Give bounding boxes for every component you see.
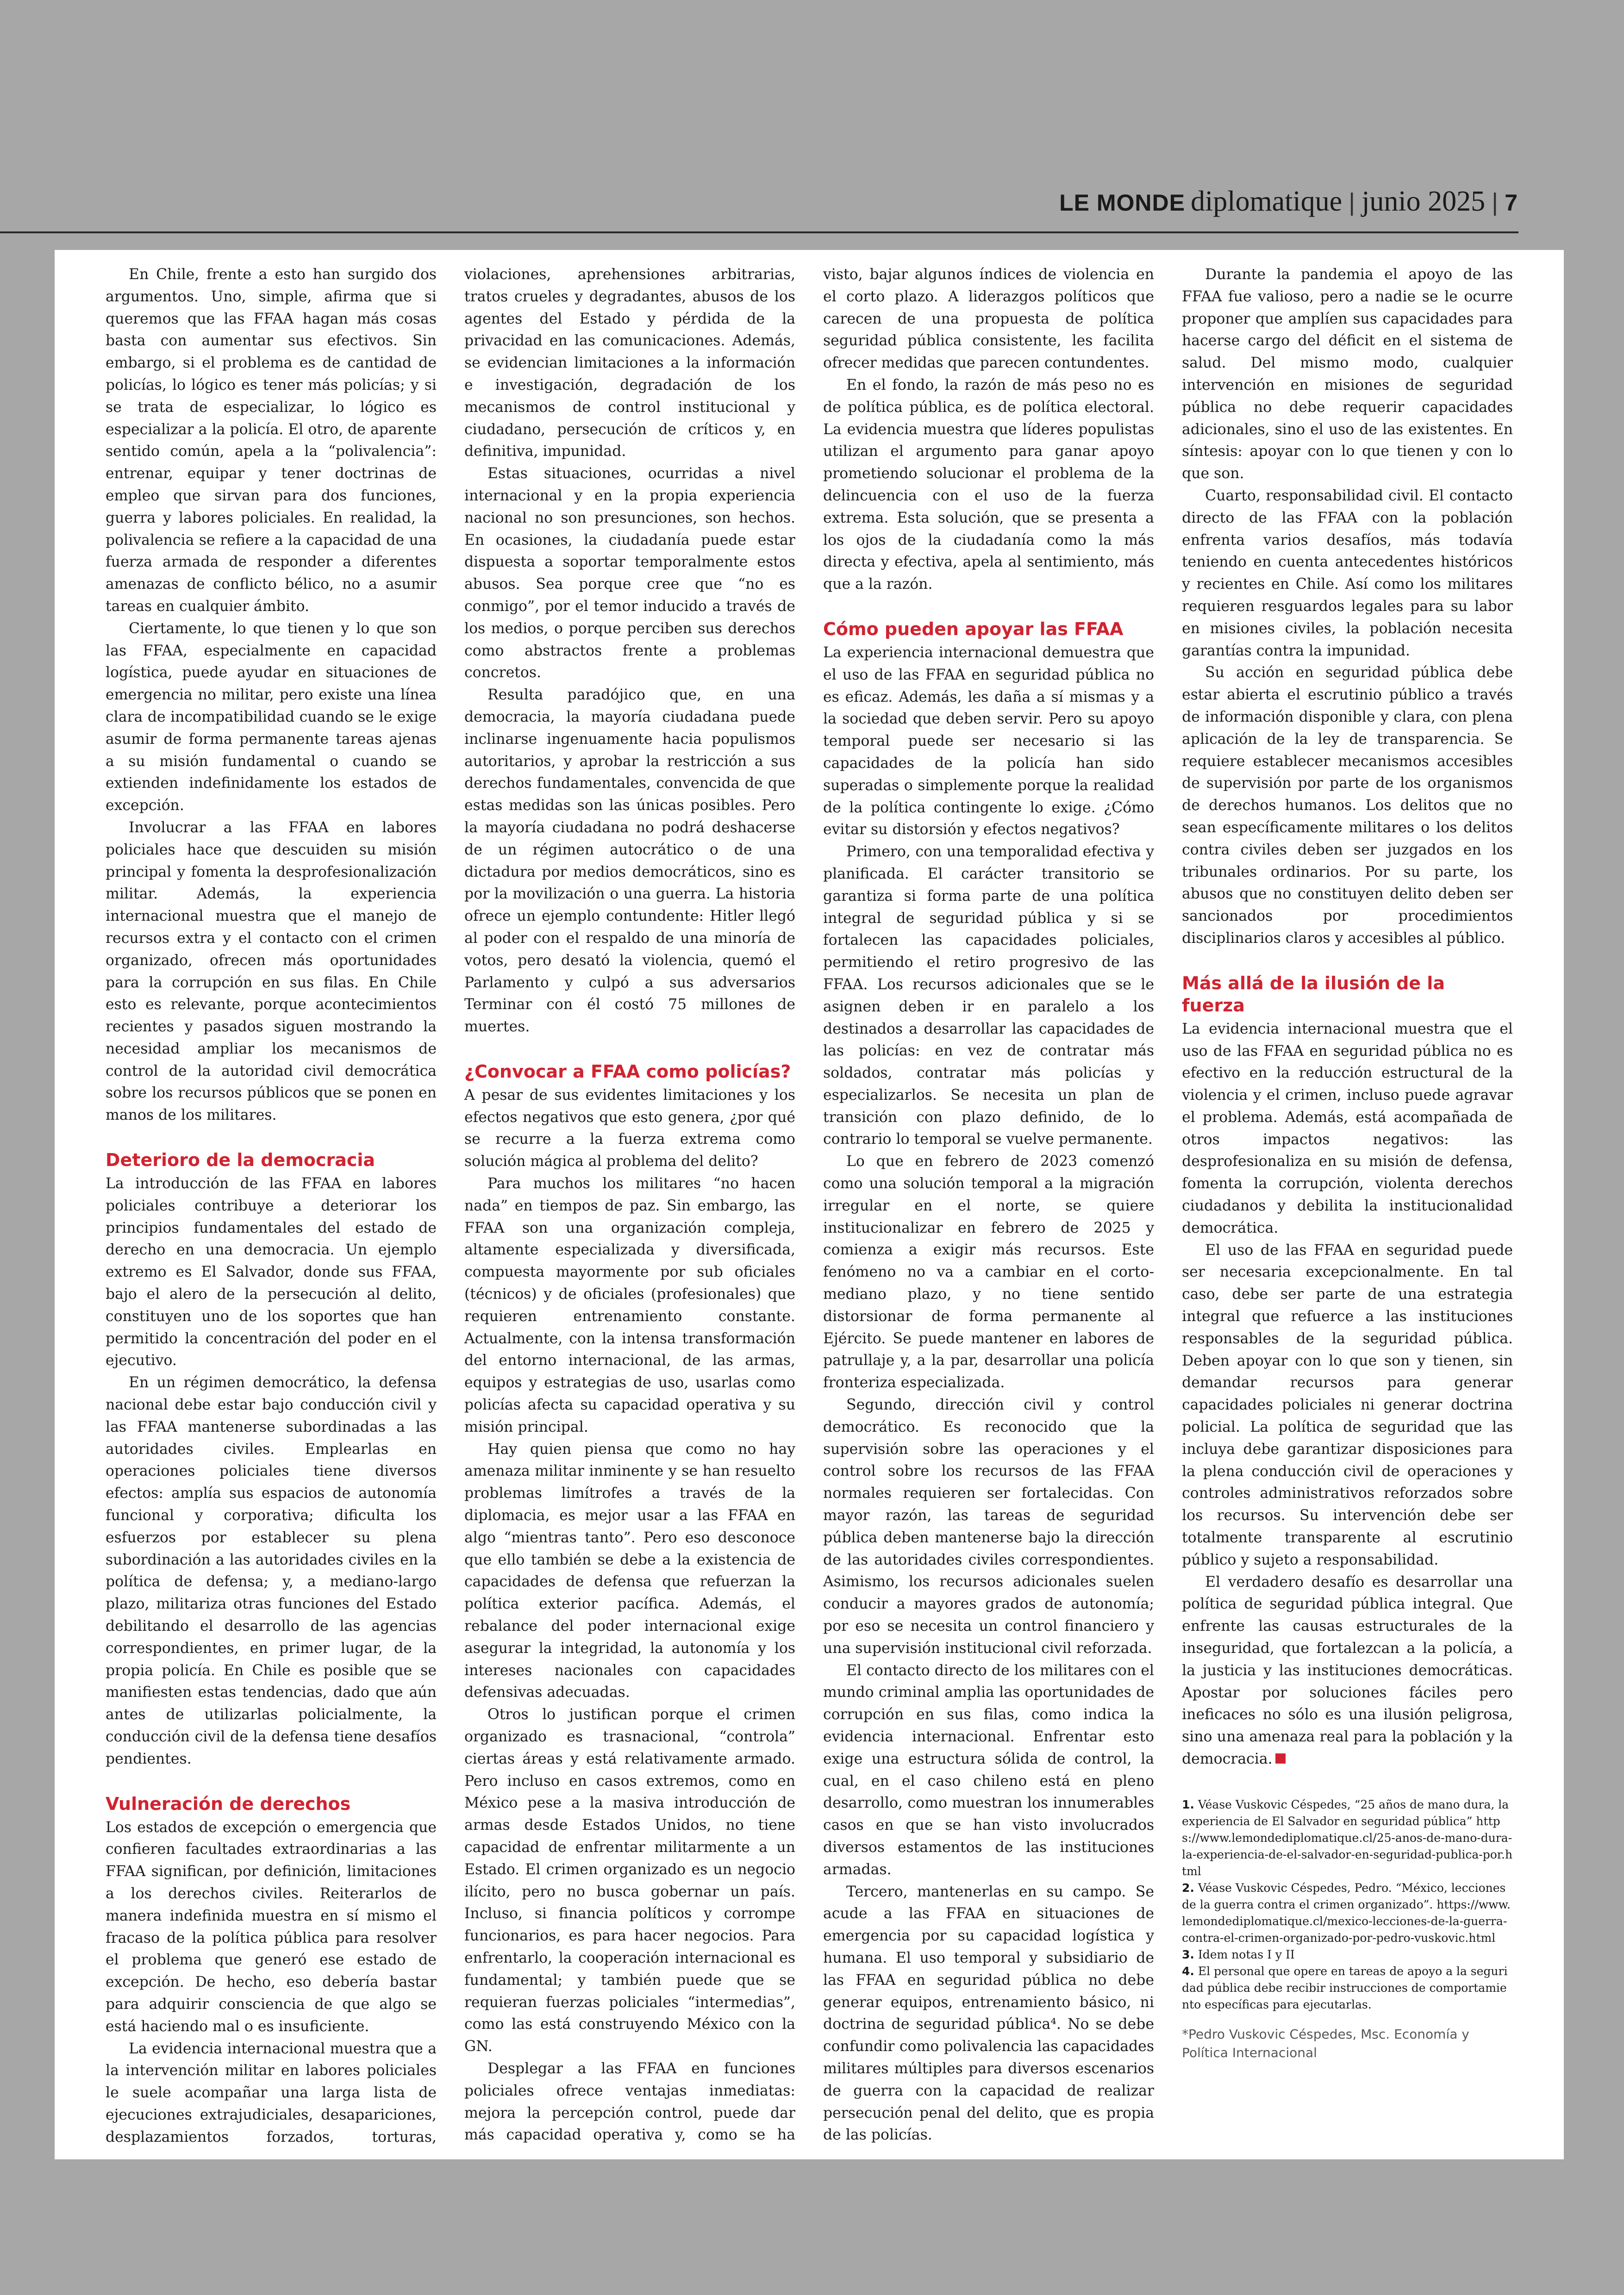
- masthead-brand: LE MONDE: [1059, 190, 1185, 216]
- section-heading: Más allá de la ilusión de la fuerza: [1182, 973, 1445, 1016]
- paragraph: La evidencia internacional muestra que a la intervención militar en labores policiales le suele acompañar una larga lista de ejecuciones extrajudiciales, desapariciones, desplazamientos forzados, torturas, violaciones, aprehensiones arbitrarias, tratos crueles y degradantes, abusos de los agentes del Estado y pérdida de la privacidad en las comunicaciones. Además, se evidencian limitaciones a la información e investigación, degradación de los mecanismos de control institucional y ciudadano, persecución de críticos y, en definitiva, impunidad.: [106, 266, 795, 2145]
- final-text: El verdadero desafío es desarrollar una política de seguridad pública integral. Que enfrente las causas estructurales de la inseguridad, que fortalezcan a la policía, a la justicia y las instituciones democráticas. Apostar por soluciones fáciles pero ineficaces no sólo es una ilusión peligrosa, sino una amenaza real para la población y la democracia.: [1182, 1573, 1513, 1767]
- footnotes: [1182, 1796, 1513, 2013]
- header-rule: [0, 231, 1518, 233]
- paragraph: Estas situaciones, ocurridas a nivel internacional y en la propia experiencia nacional no son presunciones, son hechos. En ocasiones, la ciudadanía puede estar dispuesta a soportar temporalmente estos abusos. Sea porque cree que “no es conmigo”, por el temor inducido a través de los medios, o porque perciben sus derechos como abstractos frente a problemas concretos.: [464, 465, 795, 681]
- section-heading: ¿Convocar a FFAA como policías?: [464, 1061, 791, 1082]
- footnote-text: El personal que opere en tareas de apoyo a la seguridad pública debe recibir instrucciones de comportamiento específicas para ejecutarlas.: [1182, 1964, 1508, 2011]
- paragraph: La experiencia internacional demuestra que el uso de las FFAA en seguridad pública no es eficaz. Además, les daña a sí mismas y a la sociedad que deben servir. Pero su apoyo temporal puede ser necesario si las capacidades de la policía han sido superadas o simplemente porque la realidad de la política contingente lo exige. ¿Cómo evitar su distorsión y efectos negativos?: [823, 644, 1154, 838]
- footnote-number: 4.: [1182, 1964, 1194, 1978]
- paragraph: Segundo, dirección civil y control democrático. Es reconocido que la supervisión sobre las operaciones y el control sobre los recursos de las FFAA normales requieren ser fortalecidas. Con mayor razón, las tareas de seguridad pública deben mantenerse bajo la dirección de las autoridades civiles correspondientes. Asimismo, los recursos adicionales suelen conducir a mayores grados de autonomía; por eso se necesita un control financiero y una supervisión institucional civil reforzada.: [823, 1397, 1154, 1657]
- paragraph: A pesar de sus evidentes limitaciones y los efectos negativos que esto genera, ¿por qué se recurre a la fuerza extrema como solución mágica al problema del delito?: [464, 1086, 795, 1170]
- paragraph: Ciertamente, lo que tienen y lo que son las FFAA, especialmente en capacidad logística, puede ayudar en situaciones de emergencia no militar, pero existe una línea clara de incompatibilidad cuando se le exige asumir de forma permanente tareas ajenas a su misión fundamental o cuando se extienden indefinidamente los estados de excepción.: [106, 620, 437, 814]
- section-heading: Cómo pueden apoyar las FFAA: [823, 618, 1124, 639]
- paragraph: Involucrar a las FFAA en labores policiales hace que descuiden su misión principal y fomenta la desprofesionalización militar. Además, la experiencia internacional muestra que el manejo de recursos extra y el contacto con el crimen organizado, ofrecen más oportunidades para la corrupción en sus filas. En Chile esto es relevante, porque acontecimientos recientes y pasados siguen mostrando la necesidad ampliar los mecanismos de control de la autoridad civil democrática sobre los recursos públicos que se ponen en manos de los militares.: [106, 819, 437, 1124]
- footnote-number: 3.: [1182, 1947, 1194, 1961]
- footnote: [1182, 1796, 1513, 1880]
- paragraph: Tercero, mantenerlas en su campo. Se acude a las FFAA en situaciones de emergencia por su capacidad logística y humana. El uso temporal y subsidiario de las FFAA en seguridad pública no debe generar equipos, entrenamiento básico, ni doctrina de seguridad pública⁴. No se debe confundir como polivalencia las capacidades militares múltiples para diversos escenarios de guerra con la capacidad de realizar persecución penal del delito, que es propia de las policías.: [823, 1883, 1154, 2144]
- paragraph: Durante la pandemia el apoyo de las FFAA fue valioso, pero a nadie se le ocurre proponer que amplíen sus capacidades para hacerse cargo del déficit en el sistema de salud. Del mismo modo, cualquier intervención en misiones de seguridad pública no debe requerir capacidades adicionales, sino el uso de las existentes. En síntesis: apoyar con lo que tienen y con lo que son.: [1182, 266, 1513, 482]
- page-number: 7: [1505, 190, 1518, 216]
- paragraph: La introducción de las FFAA en labores policiales contribuye a deteriorar los principios fundamentales del estado de derecho en una democracia. Un ejemplo extremo es El Salvador, donde sus FFAA, bajo el alero de la persecución al delito, constituyen uno de los soportes que han permitido la concentración del poder en el ejecutivo.: [106, 1175, 437, 1369]
- issue-date: junio 2025: [1362, 186, 1486, 217]
- paragraph: Primero, con una temporalidad efectiva y planificada. El carácter transitorio se garantiza si forma parte de una política integral de seguridad pública y si se fortalecen las capacidades policiales, permitiendo el retiro progresivo de las FFAA. Los recursos adicionales que se le asignen deben ir en paralelo a los destinados a desarrollar las capacidades de las policías: en vez de contratar más soldados, contratar más policías y especializarlos. Se necesita un plan de transición con plazo definido, de lo contrario lo temporal se vuelve permanente.: [823, 843, 1154, 1148]
- end-mark-icon: [1275, 1753, 1286, 1764]
- paragraph: Su acción en seguridad pública debe estar abierta el escrutinio público a través de información disponible y clara, con plena aplicación de la ley de transparencia. Se requiere establecer mecanismos accesibles de supervisión por parte de los organismos de derechos humanos. Los delitos que no sean específicamente militares o los delitos contra civiles deben ser juzgados en los tribunales ordinarios. Por su parte, los abusos que no constituyen delito deben ser sancionados por procedimientos disciplinarios claros y accesibles al público.: [1182, 664, 1513, 947]
- paragraph: En Chile, frente a esto han surgido dos argumentos. Uno, simple, afirma que si queremos que las FFAA hagan más cosas basta con aumentar sus efectivos. Sin embargo, si el problema es de cantidad de policías, lo lógico es tener más policías; y si se trata de especializar, lo lógico es especializar a la policía. El otro, de aparente sentido común, apela a la “polivalencia”: entrenar, equipar y tener doctrinas de empleo que sirvan para dos funciones, guerra y labores policiales. En realidad, la polivalencia se refiere a la capacidad de una fuerza armada de responder a diferentes amenazas de conflicto bélico, no a asumir tareas en cualquier ámbito.: [106, 266, 437, 615]
- footnote: [1182, 1946, 1513, 1963]
- author-credit: *Pedro Vuskovic Céspedes, Msc. Economía y Política Internacional: [1182, 2026, 1469, 2060]
- article-body: [106, 264, 1513, 2152]
- header-separator-2: |: [1492, 188, 1499, 216]
- paragraph: Los estados de excepción o emergencia que confieren facultades extraordinarias a las FFAA significan, por definición, limitaciones a los derechos civiles. Reiterarlos de manera indefinida muestra en sí mismo el fracaso de la política pública para resolver el problema que generó ese estado de excepción. De hecho, eso debería bastar para adquirir consciencia de que algo se está haciendo mal o es insuficiente.: [106, 1819, 437, 2035]
- paragraph-final: [1182, 1572, 1513, 1771]
- footnote-text: Idem notas I y II: [1198, 1947, 1295, 1961]
- paragraph: En un régimen democrático, la defensa nacional debe estar bajo conducción civil y las FFAA mantenerse subordinadas a las autoridades civiles. Emplearlas en operaciones policiales tiene diversos efectos: amplía sus espacios de autonomía funcional y corporativa; dificulta los esfuerzos por establecer su plena subordinación a las autoridades civiles en la política de defensa; y, a mediano-largo plazo, militariza otras funciones del Estado debilitando el desarrollo de las agencias correspondientes, en primer lugar, de la propia policía. En Chile es posible que se manifiesten estas tendencias, dado que aún antes de utilizarlas policialmente, la conducción civil de la defensa tiene desafíos pendientes.: [106, 1374, 437, 1767]
- paragraph: El contacto directo de los militares con el mundo criminal amplia las oportunidades de corrupción en sus filas, como indica la evidencia internacional. Enfrentar esto exige una estructura sólida de control, la cual, en el caso chileno está en pleno desarrollo, como muestran los innumerables casos en que se han visto involucrados diversos estamentos de las instituciones armadas.: [823, 1662, 1154, 1878]
- paragraph: Otros lo justifican porque el crimen organizado es trasnacional, “controla” ciertas áreas y está relativamente armado. Pero incluso en casos extremos, como en México pese a la masiva introducción de armas desde Estados Unidos, no tiene capacidad de enfrentar militarmente a un Estado. El crimen organizado es un negocio ilícito, pero no busca gobernar un país. Incluso, si financia políticos y corrompe funcionarios, es para hacer negocios. Para enfrentarlo, la cooperación internacional es fundamental; y también puede que se requieran fuerzas policiales “intermedias”, como las está construyendo México con la GN.: [464, 1706, 795, 2055]
- page-header: [1059, 185, 1518, 218]
- paragraph: En el fondo, la razón de más peso no es de política pública, es de política electoral. La evidencia muestra que líderes populistas utilizan el argumento para ganar apoyo prometiendo solucionar el problema de la delincuencia con el uso de la fuerza extrema. Esta solución, que se presenta a los ojos de la ciudadanía como la más directa y efectiva, apela al sentimiento, más que a la razón.: [823, 376, 1154, 593]
- paragraph: Para muchos los militares “no hacen nada” en tiempos de paz. Sin embargo, las FFAA son una organización compleja, altamente especializada y diversificada, compuesta mayormente por sub oficiales (técnicos) y de oficiales (profesionales) que requieren entrenamiento constante. Actualmente, con la intensa transformación del entorno internacional, de las armas, equipos y estrategias de uso, usarlas como policías afecta su capacidad operativa y su misión principal.: [464, 1175, 795, 1435]
- header-separator: |: [1349, 188, 1355, 216]
- section-heading: Deterioro de la democracia: [106, 1150, 375, 1171]
- footnote-number: 1.: [1182, 1797, 1194, 1811]
- footnote-text: Véase Vuskovic Céspedes, “25 años de mano dura, la experiencia de El Salvador en seguridad pública” https://www.lemondediplomatique.cl/25-anos-de-mano-dura-la-experiencia-de-el-salvador-en-seguridad-publica-por.html: [1182, 1797, 1513, 1878]
- paragraph: Hay quien piensa que como no hay amenaza militar inminente y se han resuelto problemas limítrofes a través de la diplomacia, es mejor usar a las FFAA en algo “mientras tanto”. Pero eso desconoce que ello también se debe a la existencia de capacidades de defensa que refuerzan la política exterior pacífica. Además, el rebalance del poder internacional exige asegurar la integridad, la autonomía y los intereses nacionales con capacidades defensivas adecuadas.: [464, 1441, 795, 1701]
- section-heading: Vulneración de derechos: [106, 1793, 351, 1814]
- footnote-text: Véase Vuskovic Céspedes, Pedro. “México, lecciones de la guerra contra el crimen organizado”. https://www.lemondediplomatique.cl/mexico-lecciones-de-la-guerra-contra-el-crimen-organizado-por-pedro-vuskovic.html: [1182, 1881, 1511, 1945]
- paragraph: El uso de las FFAA en seguridad puede ser necesaria excepcionalmente. En tal caso, debe ser parte de una estrategia integral que refuerce a las instituciones responsables de la seguridad pública. Deben apoyar con lo que son y tienen, sin demandar recursos para generar capacidades policiales ni generar doctrina policial. La política de seguridad que las incluya debe garantizar disposiciones para la plena conducción civil de operaciones y controles administrativos reforzados sobre los recursos. Su intervención debe ser totalmente transparente al escrutinio público y sujeto a responsabilidad.: [1182, 1241, 1513, 1568]
- paragraph: Resulta paradójico que, en una democracia, la mayoría ciudadana puede inclinarse ingenuamente hacia populismos autoritarios, y aprobar la restricción a sus derechos fundamentales, convencida de que estas medidas son las únicas posibles. Pero la mayoría ciudadana no podrá deshacerse de un régimen autocrático o de una dictadura por medios democráticos, sino es por la movilización o una guerra. La historia ofrece un ejemplo contundente: Hitler llegó al poder con el respaldo de una minoría de votos, pero desató la violencia, quemó el Parlamento y culpó a sus adversarios Terminar con él costó 75 millones de muertes.: [464, 686, 795, 1035]
- paragraph: Cuarto, responsabilidad civil. El contacto directo de las FFAA con la población enfrenta varios desafíos, más todavía teniendo en cuenta antecedentes históricos y recientes en Chile. Así como los militares requieren resguardos legales para su labor en misiones civiles, la población necesita garantías contra la impunidad.: [1182, 487, 1513, 659]
- paragraph: La evidencia internacional muestra que el uso de las FFAA en seguridad pública no es efectivo en la reducción estructural de la violencia y el crimen, incluso puede agravar el problema. Además, está acompañada de otros impactos negativos: las desprofesionaliza en su misión de defensa, fomenta la corrupción, violenta derechos ciudadanos y debilita la institucionalidad democrática.: [1182, 1020, 1513, 1236]
- paragraph: Desplegar a las FFAA en funciones policiales ofrece ventajas inmediatas: mejora la percepción control, puede dar más capacidad operativa y, como se ha visto, bajar algunos índices de violencia en el corto plazo. A liderazgos políticos que carecen de una propuesta de política seguridad pública consistente, les facilita ofrecer medidas que parecen contundentes.: [464, 266, 1154, 2144]
- masthead-name: diplomatique: [1191, 186, 1343, 217]
- footnote: [1182, 1963, 1513, 2013]
- footnote: [1182, 1880, 1513, 1946]
- footnote-number: 2.: [1182, 1881, 1194, 1895]
- article-sheet: [55, 250, 1564, 2159]
- paragraph: Lo que en febrero de 2023 comenzó como una solución temporal a la migración irregular en el norte, se quiere institucionalizar en febrero de 2025 y comienza a exigir más recursos. Este fenómeno no va a cambiar en el corto-mediano plazo, y no tiene sentido distorsionar de forma permanente al Ejército. Se puede mantener en labores de patrullaje y, a la par, desarrollar una policía fronteriza especializada.: [823, 1153, 1154, 1391]
